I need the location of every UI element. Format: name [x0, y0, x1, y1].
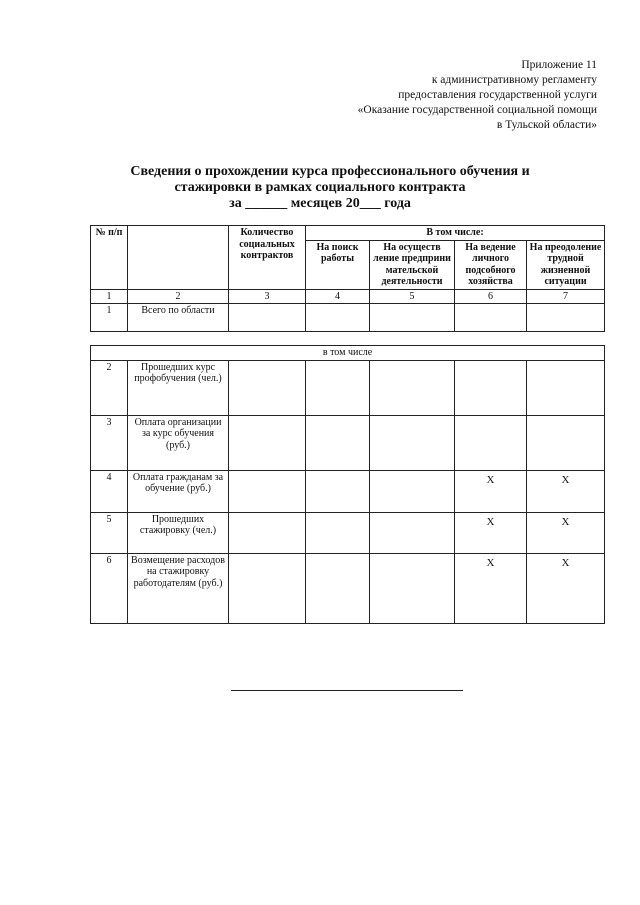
cell — [229, 470, 306, 512]
cell-mark: X — [527, 470, 605, 512]
cell-mark — [306, 470, 370, 512]
cell-mark — [455, 415, 527, 470]
cell — [229, 360, 306, 415]
appendix-line: в Тульской области» — [496, 119, 597, 131]
appendix-line: «Оказание государственной социальной помощи — [357, 104, 597, 116]
including-row — [91, 346, 605, 361]
cell-mark — [306, 415, 370, 470]
row-num: 5 — [91, 512, 128, 553]
row-label: Прошедших курс профобучения (чел.) — [128, 360, 229, 415]
row-label: Прошедших стажировку (чел.) — [128, 512, 229, 553]
col-number: 3 — [229, 289, 306, 304]
cell — [229, 512, 306, 553]
cell-mark — [527, 415, 605, 470]
row-num: 3 — [91, 415, 128, 470]
cell-mark — [370, 470, 455, 512]
cell-mark — [370, 553, 455, 623]
row-num: 4 — [91, 470, 128, 512]
row-num: 6 — [91, 553, 128, 623]
table-row — [91, 512, 605, 553]
cell-mark — [306, 553, 370, 623]
col-number: 4 — [306, 289, 370, 304]
cell-mark — [370, 360, 455, 415]
total-row — [91, 304, 605, 332]
cell — [527, 304, 605, 332]
appendix-header — [358, 58, 597, 133]
cell-mark — [306, 512, 370, 553]
cell-mark — [527, 360, 605, 415]
col-number: 2 — [128, 289, 229, 304]
cell-mark — [370, 415, 455, 470]
document-title — [0, 164, 640, 212]
appendix-line: Приложение 11 — [521, 59, 597, 71]
cell-mark: X — [455, 512, 527, 553]
title-line-2: стажировки в рамках социального контракта — [174, 180, 466, 195]
header-num: № п/п — [91, 226, 128, 290]
title-line-3: за ______ месяцев 20___ года — [229, 196, 411, 211]
table-row — [91, 470, 605, 512]
header-subsidiary-farm: На ведение личного подсобного хозяйства — [455, 240, 527, 289]
cell-mark: X — [527, 512, 605, 553]
col-number: 7 — [527, 289, 605, 304]
cell-mark: X — [455, 470, 527, 512]
header-hardship: На преодоление трудной жизненной ситуации — [527, 240, 605, 289]
cell-mark — [306, 360, 370, 415]
cell — [229, 553, 306, 623]
cell — [229, 304, 306, 332]
report-table — [90, 225, 605, 624]
row-label: Оплата организации за курс обучения (руб.) — [128, 415, 229, 470]
row-num: 1 — [91, 304, 128, 332]
appendix-line: предоставления государственной услуги — [398, 89, 597, 101]
signature-line — [231, 690, 463, 691]
cell-mark — [370, 512, 455, 553]
col-number: 6 — [455, 289, 527, 304]
table-row — [91, 553, 605, 623]
col-number: 5 — [370, 289, 455, 304]
cell-mark: X — [455, 553, 527, 623]
appendix-line: к административному регламенту — [431, 74, 597, 86]
table-row — [91, 415, 605, 470]
including-label: в том числе — [91, 346, 605, 361]
title-line-1: Сведения о прохождении курса профессионального обучения и — [130, 164, 530, 179]
col-number: 1 — [91, 289, 128, 304]
cell — [370, 304, 455, 332]
cell — [455, 304, 527, 332]
header-job-search: На поиск работы — [306, 240, 370, 289]
row-label: Всего по области — [128, 304, 229, 332]
header-label-blank — [128, 226, 229, 290]
cell-mark: X — [527, 553, 605, 623]
cell-mark — [455, 360, 527, 415]
cell — [306, 304, 370, 332]
spacer-cell — [91, 332, 605, 346]
row-label: Возмещение расходов на стажировку работодателям (руб.) — [128, 553, 229, 623]
row-num: 2 — [91, 360, 128, 415]
header-count: Количество социальных контрактов — [229, 226, 306, 290]
header-including: В том числе: — [306, 226, 605, 241]
spacer-row — [91, 332, 605, 346]
row-label: Оплата гражданам за обучение (руб.) — [128, 470, 229, 512]
header-row — [91, 226, 605, 241]
header-business: На осуществ ление предприни мательской деятельности — [370, 240, 455, 289]
cell — [229, 415, 306, 470]
column-numbers-row — [91, 289, 605, 304]
table-row — [91, 360, 605, 415]
